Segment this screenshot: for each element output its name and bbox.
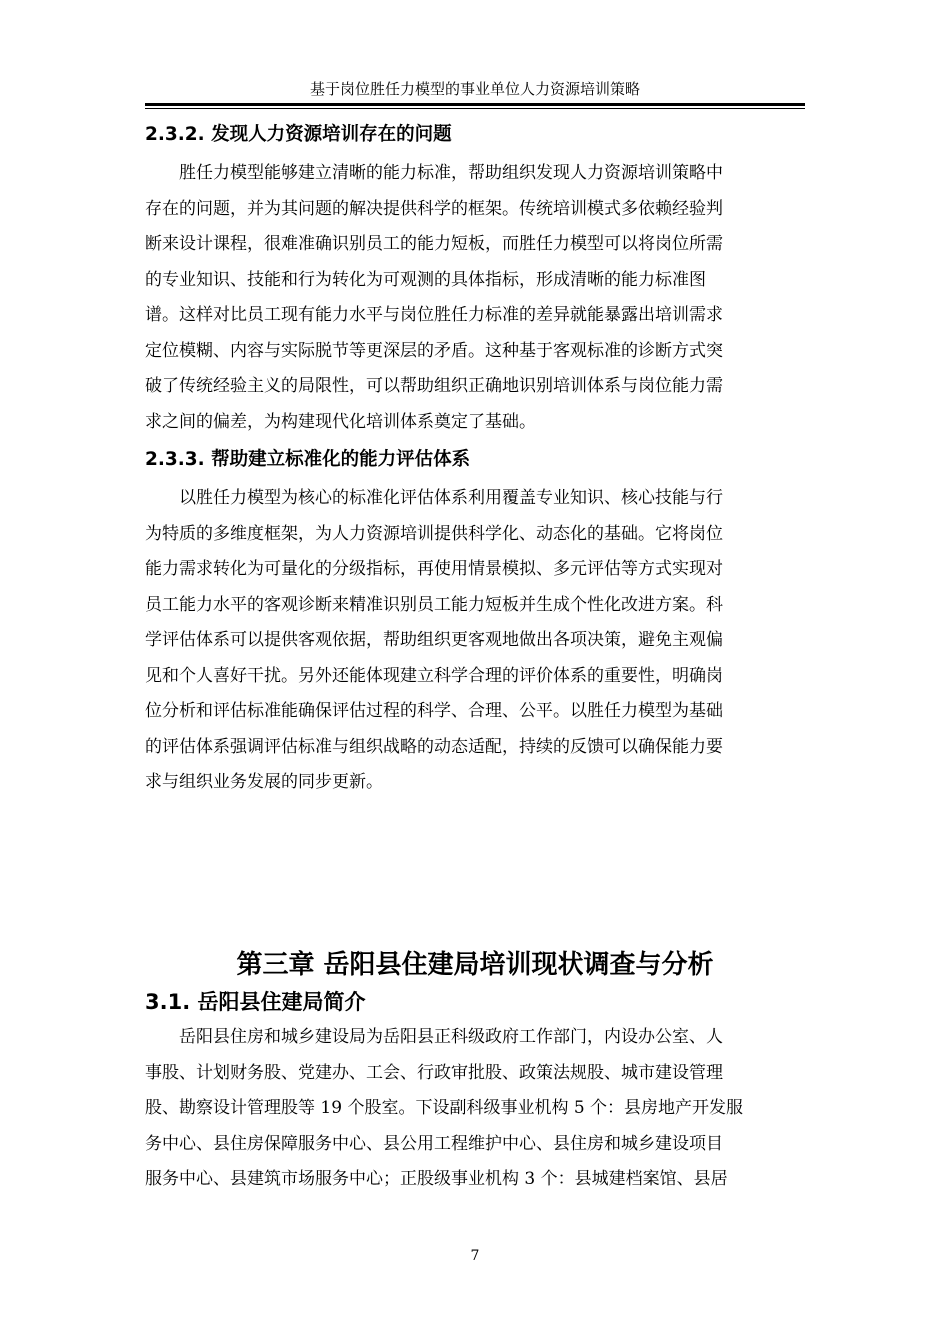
paragraph-line: 服务中心、县建筑市场服务中心；正股级事业机构 3 个：县城建档案馆、县居 bbox=[145, 1169, 728, 1189]
paragraph-line: 见和个人喜好干扰。另外还能体现建立科学合理的评价体系的重要性，明确岗 bbox=[145, 665, 723, 686]
paragraph-line: 务中心、县住房保障服务中心、县公用工程维护中心、县住房和城乡建设项目 bbox=[145, 1133, 723, 1154]
paragraph-line: 以胜任力模型为核心的标准化评估体系利用覆盖专业知识、核心技能与行 bbox=[179, 488, 723, 508]
paragraph-line: 存在的问题，并为其问题的解决提供科学的框架。传统培训模式多依赖经验判 bbox=[145, 198, 723, 219]
paragraph-line: 断来设计课程，很难准确识别员工的能力短板，而胜任力模型可以将岗位所需 bbox=[145, 234, 723, 254]
section-heading-2-3-3: 2.3.3. 帮助建立标准化的能力评估体系 bbox=[145, 449, 471, 470]
paragraph-line: 的专业知识、技能和行为转化为可观测的具体指标，形成清晰的能力标准图 bbox=[145, 269, 706, 290]
section-2-3-3-paragraph bbox=[145, 481, 805, 801]
section-3-1-paragraph bbox=[145, 1020, 805, 1198]
paragraph-line: 员工能力水平的客观诊断来精准识别员工能力短板并生成个性化改进方案。科 bbox=[145, 594, 723, 615]
paragraph-line: 胜任力模型能够建立清晰的能力标准，帮助组织发现人力资源培训策略中 bbox=[179, 163, 723, 183]
running-header: 基于岗位胜任力模型的事业单位人力资源培训策略 bbox=[309, 80, 640, 98]
chapter-title: 第三章 岳阳县住建局培训现状调查与分析 bbox=[236, 950, 714, 980]
section-heading-3-1: 3.1. 岳阳县住建局简介 bbox=[145, 990, 366, 1014]
paragraph-line: 求与组织业务发展的同步更新。 bbox=[145, 772, 383, 792]
paragraph-line: 为特质的多维度框架，为人力资源培训提供科学化、动态化的基础。它将岗位 bbox=[145, 523, 723, 544]
paragraph-line: 能力需求转化为可量化的分级指标，再使用情景模拟、多元评估等方式实现对 bbox=[145, 559, 723, 579]
page-number: 7 bbox=[470, 1248, 480, 1264]
header-rule-thick bbox=[145, 103, 805, 106]
paragraph-line: 定位模糊、内容与实际脱节等更深层的矛盾。这种基于客观标准的诊断方式突 bbox=[145, 340, 723, 361]
paragraph-line: 的评估体系强调评估标准与组织战略的动态适配，持续的反馈可以确保能力要 bbox=[145, 736, 723, 757]
paragraph-line: 岳阳县住房和城乡建设局为岳阳县正科级政府工作部门，内设办公室、人 bbox=[179, 1027, 723, 1047]
header-rule-thin bbox=[145, 108, 805, 109]
paragraph-line: 事股、计划财务股、党建办、工会、行政审批股、政策法规股、城市建设管理 bbox=[145, 1062, 723, 1083]
paragraph-line: 谱。这样对比员工现有能力水平与岗位胜任力标准的差异就能暴露出培训需求 bbox=[145, 305, 723, 325]
paragraph-line: 位分析和评估标准能确保评估过程的科学、合理、公平。以胜任力模型为基础 bbox=[145, 701, 723, 721]
paragraph-line: 破了传统经验主义的局限性，可以帮助组织正确地识别培训体系与岗位能力需 bbox=[145, 376, 723, 396]
section-2-3-2-paragraph bbox=[145, 156, 805, 440]
paragraph-line: 学评估体系可以提供客观依据，帮助组织更客观地做出各项决策，避免主观偏 bbox=[145, 630, 723, 650]
paragraph-line: 股、勘察设计管理股等 19 个股室。下设副科级事业机构 5 个：县房地产开发服 bbox=[145, 1098, 744, 1118]
section-heading-2-3-2: 2.3.2. 发现人力资源培训存在的问题 bbox=[145, 124, 452, 145]
paragraph-line: 求之间的偏差，为构建现代化培训体系奠定了基础。 bbox=[145, 411, 536, 432]
